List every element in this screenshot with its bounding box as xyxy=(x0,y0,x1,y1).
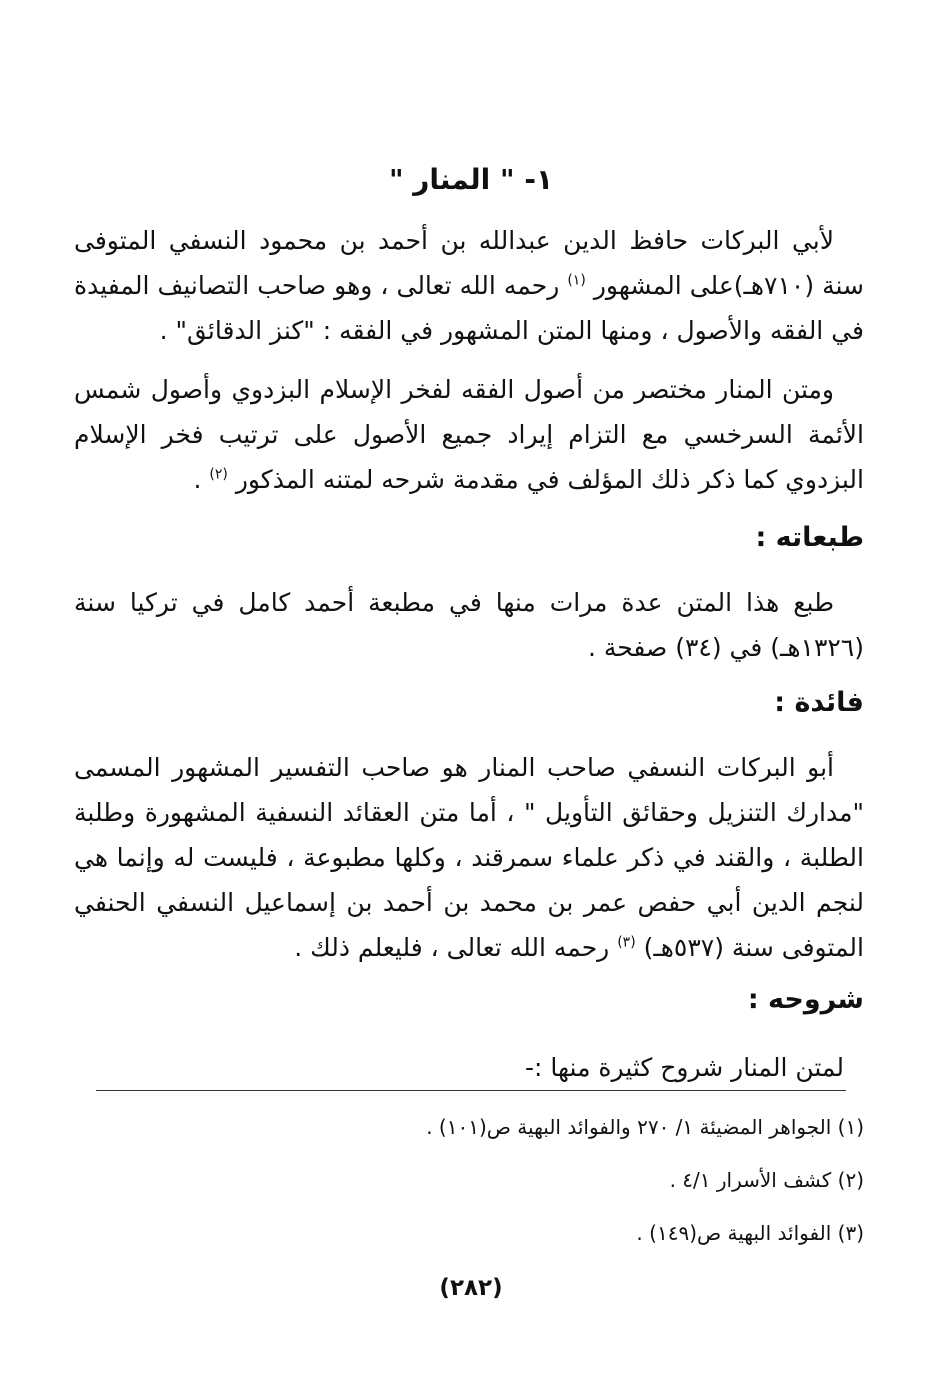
commentaries-intro: لمتن المنار شروح كثيرة منها :- xyxy=(525,1053,844,1082)
section-title-benefit: فائدة : xyxy=(774,687,864,718)
paragraph-summary-tail: . xyxy=(193,465,202,494)
paragraph-editions xyxy=(74,580,864,670)
footnote-divider xyxy=(96,1090,846,1091)
paragraph-summary-text: ومتن المنار مختصر من أصول الفقه لفخر الإسلام البزدوي وأصول شمس الأئمة السرخسي مع التزام إيراد جميع الأصول على ترتيب فخر الإسلام البزدوي كما ذكر ذلك المؤلف في مقدمة شرحه لمتنه المذكور xyxy=(74,375,864,494)
section-title-editions: طبعاته : xyxy=(755,522,864,553)
paragraph-benefit xyxy=(74,745,864,970)
paragraph-summary xyxy=(74,367,864,502)
footnote-ref-3: (٣) xyxy=(617,934,636,951)
page-heading: ١- " المنار " xyxy=(388,163,554,196)
footnote-ref-1: (١) xyxy=(567,272,586,289)
paragraph-author-text: لأبي البركات حافظ الدين عبدالله بن أحمد بن محمود النسفي المتوفى سنة (٧١٠هـ)على المشهور xyxy=(74,226,864,300)
footnote-1: (١) الجواهر المضيئة ١/ ٢٧٠ والفوائد البهية ص(١٠١) . xyxy=(426,1115,864,1139)
paragraph-benefit-text: أبو البركات النسفي صاحب المنار هو صاحب التفسير المشهور المسمى "مدارك التنزيل وحقائق التأويل " ، أما متن العقائد النسفية المشهورة وطلبة الطلبة ، والقند في ذكر علماء سمرقند ، وكلها مطبوعة ، فليست له وإنما هي لنجم الدين أبي حفص عمر بن محمد بن أحمد بن إسماعيل النسفي الحنفي المتوفى سنة (٥٣٧هـ) xyxy=(74,753,864,962)
paragraph-benefit-tail: رحمه الله تعالى ، فليعلم ذلك . xyxy=(294,933,610,962)
paragraph-editions-text: طبع هذا المتن عدة مرات منها في مطبعة أحمد كامل في تركيا سنة (١٣٢٦هـ) في (٣٤) صفحة . xyxy=(74,588,864,662)
paragraph-author xyxy=(74,218,864,353)
page-number: (٢٨٢) xyxy=(439,1275,503,1301)
section-title-commentaries: شروحه : xyxy=(747,984,864,1015)
paragraph-author-tail: رحمه الله تعالى ، وهو صاحب التصانيف المفيدة في الفقه والأصول ، ومنها المتن المشهور في الفقه : "كنز الدقائق" . xyxy=(74,271,864,345)
footnote-ref-2: (٢) xyxy=(209,466,228,483)
footnote-2: (٢) كشف الأسرار ٤/١ . xyxy=(669,1168,864,1192)
footnote-3: (٣) الفوائد البهية ص(١٤٩) . xyxy=(636,1221,864,1245)
